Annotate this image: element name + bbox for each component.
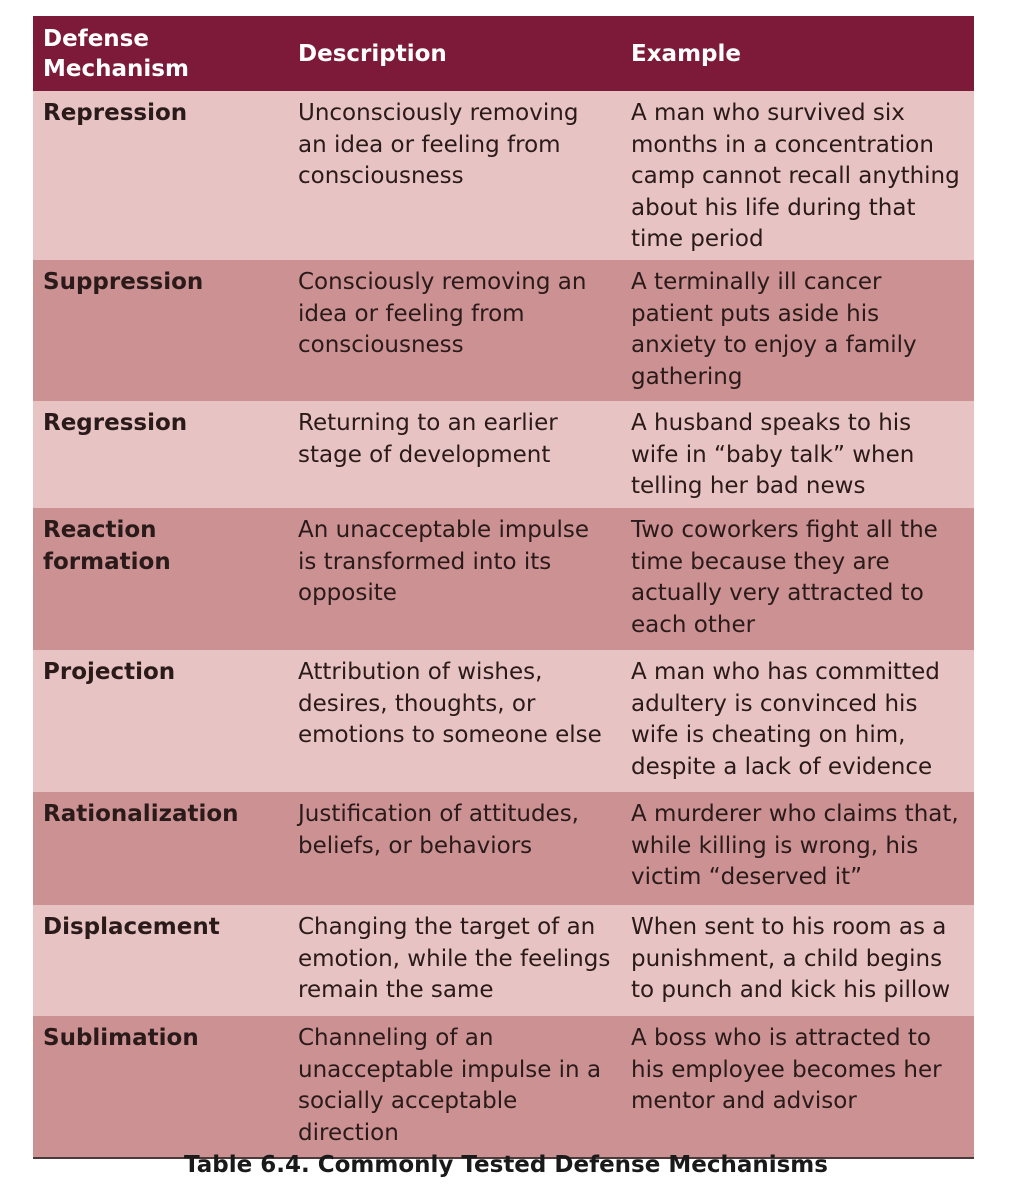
example-cell: A murderer who claims that, while killing is wrong, his victim “deserved it”: [631, 801, 959, 890]
table-body: [33, 91, 974, 1158]
example-cell: A man who has committed adultery is convinced his wife is cheating on him, despite a lack of evidence: [631, 659, 940, 780]
example-cell: A husband speaks to his wife in “baby talk” when telling her bad news: [631, 410, 915, 499]
description-cell: An unacceptable impulse is transformed into its opposite: [298, 517, 589, 606]
table-row: [33, 91, 974, 260]
table-caption: Table 6.4. Commonly Tested Defense Mechanisms: [184, 1152, 828, 1178]
example-cell: A man who survived six months in a concentration camp cannot recall anything about his life during that time period: [631, 100, 960, 252]
table-row: [33, 401, 974, 508]
header-example: Example: [631, 41, 741, 67]
table-row: [33, 650, 974, 792]
description-cell: Returning to an earlier stage of development: [298, 410, 558, 468]
defense-mechanisms-table: [33, 16, 974, 1159]
header-mechanism: Defense Mechanism: [43, 26, 189, 82]
description-cell: Changing the target of an emotion, while the feelings remain the same: [298, 914, 611, 1003]
description-cell: Unconsciously removing an idea or feeling from consciousness: [298, 100, 579, 189]
table-row: [33, 792, 974, 905]
mechanism-cell: Reaction formation: [43, 517, 171, 575]
example-cell: When sent to his room as a punishment, a child begins to punch and kick his pillow: [631, 914, 951, 1003]
example-cell: A boss who is attracted to his employee becomes her mentor and advisor: [631, 1025, 942, 1114]
mechanism-cell: Rationalization: [43, 801, 239, 827]
example-cell: A terminally ill cancer patient puts aside his anxiety to enjoy a family gathering: [631, 269, 917, 390]
description-cell: Justification of attitudes, beliefs, or behaviors: [298, 801, 579, 859]
mechanism-cell: Regression: [43, 410, 188, 436]
table-row: [33, 260, 974, 401]
example-cell: Two coworkers fight all the time because they are actually very attracted to each other: [631, 517, 938, 638]
mechanism-cell: Sublimation: [43, 1025, 199, 1051]
mechanism-cell: Suppression: [43, 269, 204, 295]
description-cell: Attribution of wishes, desires, thoughts, or emotions to someone else: [298, 659, 602, 748]
mechanism-cell: Repression: [43, 100, 188, 126]
mechanism-cell: Projection: [43, 659, 176, 685]
table-row: [33, 508, 974, 650]
mechanism-cell: Displacement: [43, 914, 220, 940]
table-header: [33, 16, 974, 91]
description-cell: Channeling of an unacceptable impulse in a socially acceptable direction: [298, 1025, 602, 1146]
header-description: Description: [298, 41, 447, 67]
table: [33, 16, 974, 1159]
table-row: [33, 905, 974, 1016]
table-row: [33, 1016, 974, 1158]
header-row: [33, 16, 974, 91]
description-cell: Consciously removing an idea or feeling from consciousness: [298, 269, 587, 358]
